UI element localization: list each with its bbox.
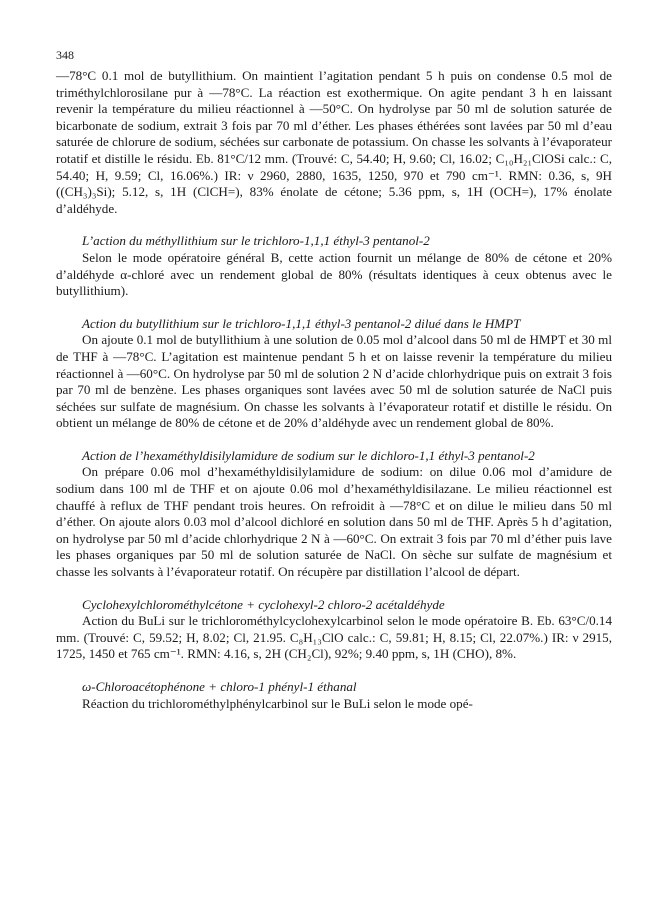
document-body [56,68,612,712]
section-heading-hexamethyldisilylamide: Action de l’hexaméthyldisilylamidure de sodium sur le dichloro-1,1 éthyl-3 pentanol-2 [82,447,535,463]
page-number: 348 [56,48,74,62]
section-heading-butyllithium-hmpt: Action du butyllithium sur le trichloro-1,1,1 éthyl-3 pentanol-2 dilué dans le HMPT [82,315,521,331]
paragraph-butyllithium-hmpt: On ajoute 0.1 mol de butyllithium à une solution de 0.05 mol d’alcool dans 50 ml de HMPT et 30 ml de THF à —78°C. L’agitation est maintenue pendant 5 h et on laisse revenir la température du milieu réactionnel à —60°C. On hydrolyse par 50 ml de solution 2 N d’acide chlorhydrique puis on extrait 3 fois par 70 ml de benzène. Les phases organiques sont lavées avec 50 ml de solution saturée de NaCl puis séchées sur sulfate de magnésium. On chasse les solvants à l’évaporateur rotatif et distille le résidu. On obtient un mélange de 80% de cétone et de 20% d’aldéhyde avec un rendement global de 80%. [56,332,612,431]
section-heading-methyllithium: L’action du méthyllithium sur le trichloro-1,1,1 éthyl-3 pentanol-2 [82,233,430,249]
section-heading-chloroacetophenone: ω-Chloroacétophénone + chloro-1 phényl-1 éthanal [82,679,357,694]
paragraph-chloroacetophenone: Réaction du trichlorométhylphénylcarbinol sur le BuLi selon le mode opé- [82,695,473,711]
paragraph-methyllithium: Selon le mode opératoire général B, cette action fournit un mélange de 80% de cétone et 20% d’aldéhyde α-chloré avec un rendement global de 80% (résultats identiques à ceux obtenus avec le butyllithium). [56,249,612,299]
paragraph-cyclohexyl: Action du BuLi sur le trichlorométhylcyclohexylcarbinol selon le mode opératoire B. Eb. 63°C/0.14 mm. (Trouvé: C, 59.52; H, 8.02; Cl, 21.95. C₈H₁₃ClO calc.: C, 59.81; H, 8.15; Cl, 22.07%.) IR: ν 2915, 1725, 1450 et 765 cm⁻¹. RMN: 4.16, s, 2H (CH₂Cl), 92%; 9.40 ppm, s, 1H (CHO), 8%. [56,613,612,662]
paragraph-hexamethyldisilylamide: On prépare 0.06 mol d’hexaméthyldisilylamidure de sodium: on dilue 0.06 mol d’amidure de sodium dans 100 ml de THF et on ajoute 0.06 mol d’hexaméthyldisilazane. Le milieu réactionnel est chauffé à reflux de THF pendant trois heures. On refroidit à —78°C et on dilue le milieu dans 50 ml d’éther. On ajoute alors 0.03 mol d’alcool dichloré en solution dans 50 ml de THF. Après 5 h d’agitation, on hydrolyse par 50 ml d’acide chlorhydrique 2 N à —60°C. On extrait 3 fois par 70 ml d’éther puis lave les phases organiques par 50 ml de solution saturée de NaCl. On sèche sur sulfate de magnésium et chasse les solvants à l’évaporateur rotatif. On récupère par distillation l’alcool de départ. [56,464,612,580]
paragraph-intro: —78°C 0.1 mol de butyllithium. On maintient l’agitation pendant 5 h puis on condense 0.5 mol de triméthylchlorosilane pur à —78°C. La réaction est exothermique. On agite pendant 3 h en laissant revenir la température du milieu réactionnel à —50°C. On hydrolyse par 50 ml de solution saturée de bicarbonate de sodium, extrait 3 fois par 70 ml d’éther. Les phases éthérées sont lavées par 50 ml d’eau saturée de chlorure de sodium, séchées sur carbonate de potassium. On chasse les solvants à l’évaporateur rotatif et distille le résidu. Eb. 81°C/12 mm. (Trouvé: C, 54.40; H, 9.60; Cl, 16.02; C₁₀H₂₁ClOSi calc.: C, 54.40; H, 9.59; Cl, 16.06%.) IR: ν 2960, 2880, 1635, 1250, 970 et 790 cm⁻¹. RMN: 0.36, s, 9H ((CH₃)₃Si); 5.12, s, 1H (ClCH=), 83% énolate de cétone; 5.36 ppm, s, 1H (OCH=), 17% énolate d’aldéhyde. [56,68,612,216]
section-heading-cyclohexyl: Cyclohexylchlorométhylcétone + cyclohexyl-2 chloro-2 acétaldéhyde [82,596,445,612]
